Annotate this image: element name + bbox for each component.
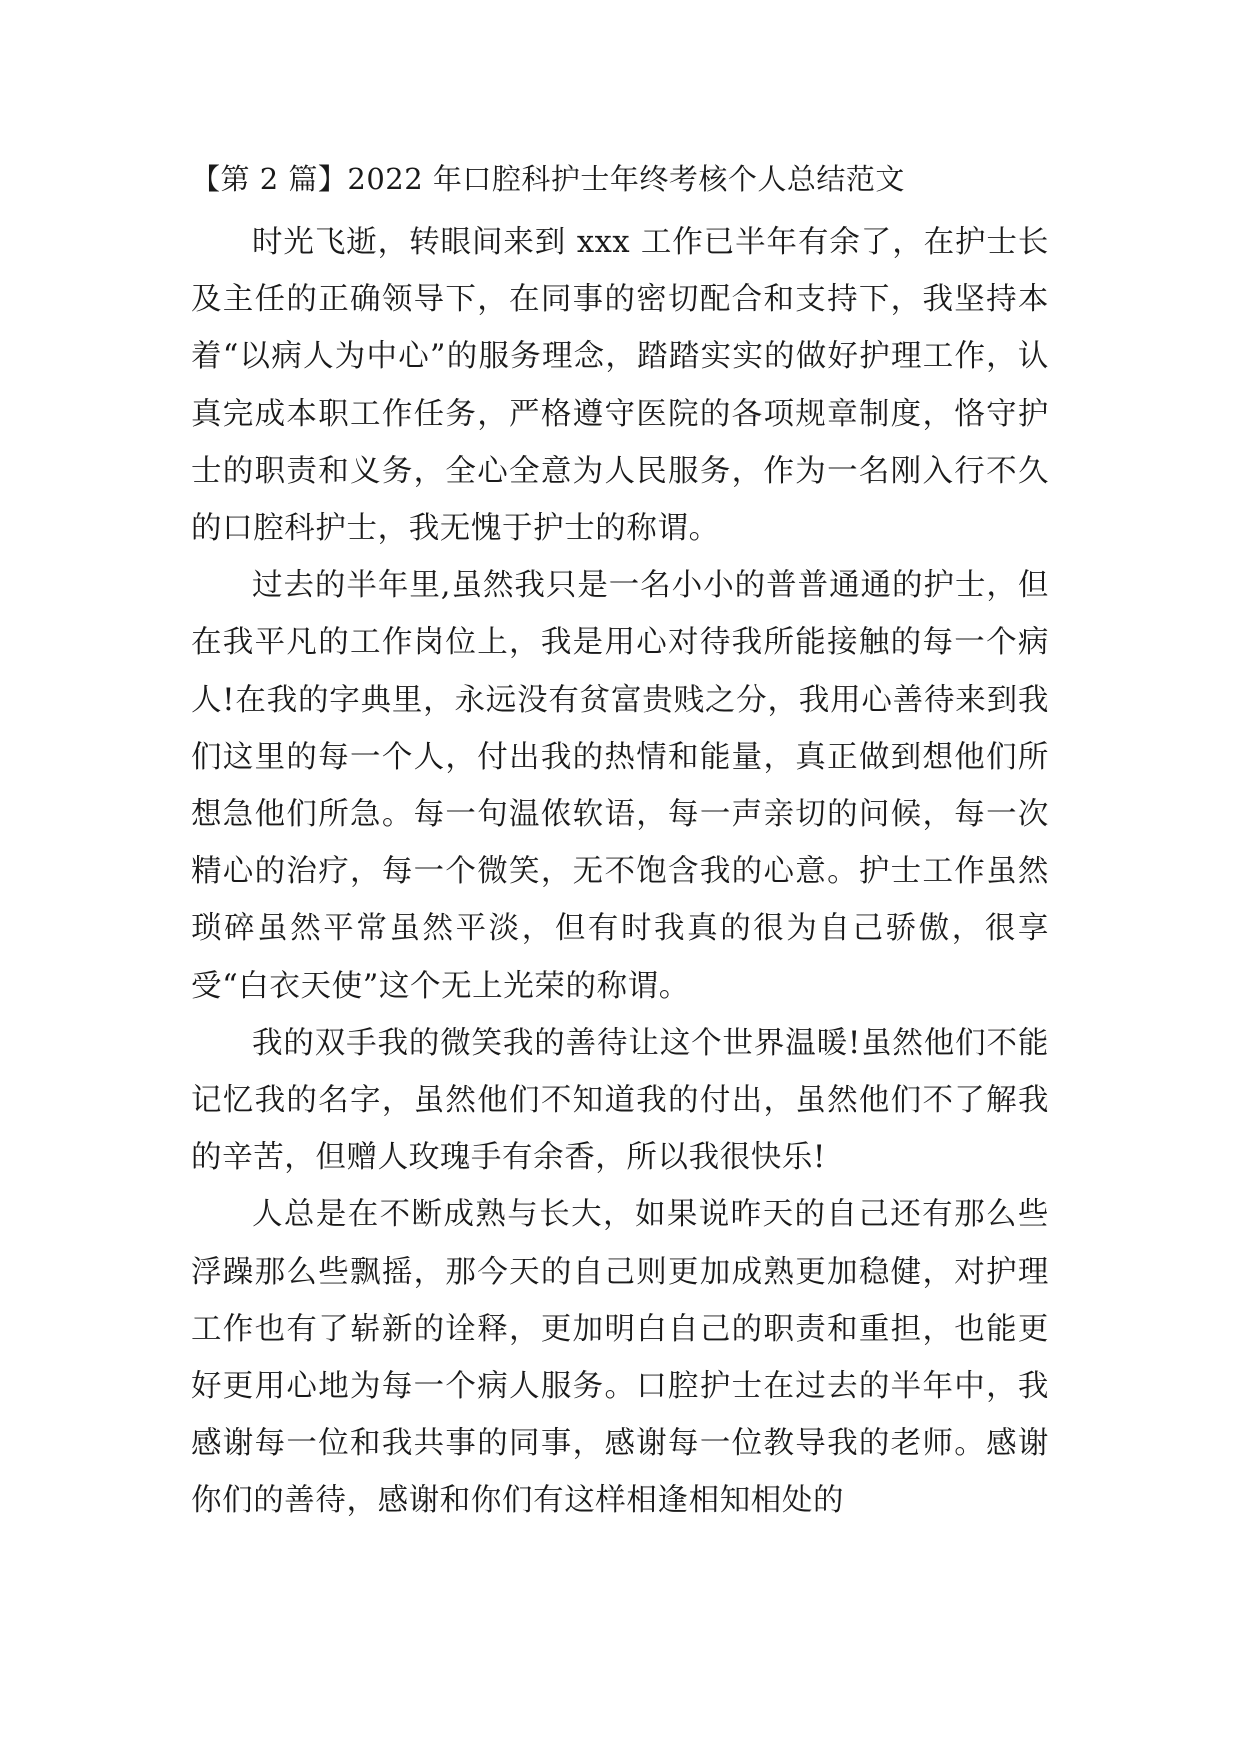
paragraph-4: 人总是在不断成熟与长大，如果说昨天的自己还有那么些浮躁那么些飘摇，那今天的自己则更加成熟更加稳健，对护理工作也有了崭新的诠释，更加明白自己的职责和重担，也能更好更用心地为每一个病人服务。口腔护士在过去的半年中，我感谢每一位和我共事的同事，感谢每一位教导我的老师。感谢你们的善待，感谢和你们有这样相逢相知相处的 [191,1197,1049,1519]
document-body [191,158,1049,1530]
paragraph-1: 时光飞逝，转眼间来到 xxx 工作已半年有余了，在护士长及主任的正确领导下，在同事的密切配合和支持下，我坚持本着“以病人为中心”的服务理念，踏踏实实的做好护理工作，认真完成本职工作任务，严格遵守医院的各项规章制度，恪守护士的职责和义务，全心全意为人民服务，作为一名刚入行不久的口腔科护士，我无愧于护士的称谓。 [191,225,1049,547]
document-title: 【第 2 篇】2022 年口腔科护士年终考核个人总结范文 [191,162,905,196]
paragraph-3: 我的双手我的微笑我的善待让这个世界温暖!虽然他们不能记忆我的名字，虽然他们不知道我的付出，虽然他们不了解我的辛苦，但赠人玫瑰手有余香，所以我很快乐! [191,1025,1049,1176]
paragraph-2: 过去的半年里,虽然我只是一名小小的普普通通的护士，但在我平凡的工作岗位上，我是用心对待我所能接触的每一个病人!在我的字典里，永远没有贫富贵贱之分，我用心善待来到我们这里的每一个人，付出我的热情和能量，真正做到想他们所想急他们所急。每一句温侬软语，每一声亲切的问候，每一次精心的治疗，每一个微笑，无不饱含我的心意。护士工作虽然琐碎虽然平常虽然平淡，但有时我真的很为自己骄傲，很享受“白衣天使”这个无上光荣的称谓。 [191,568,1049,1004]
